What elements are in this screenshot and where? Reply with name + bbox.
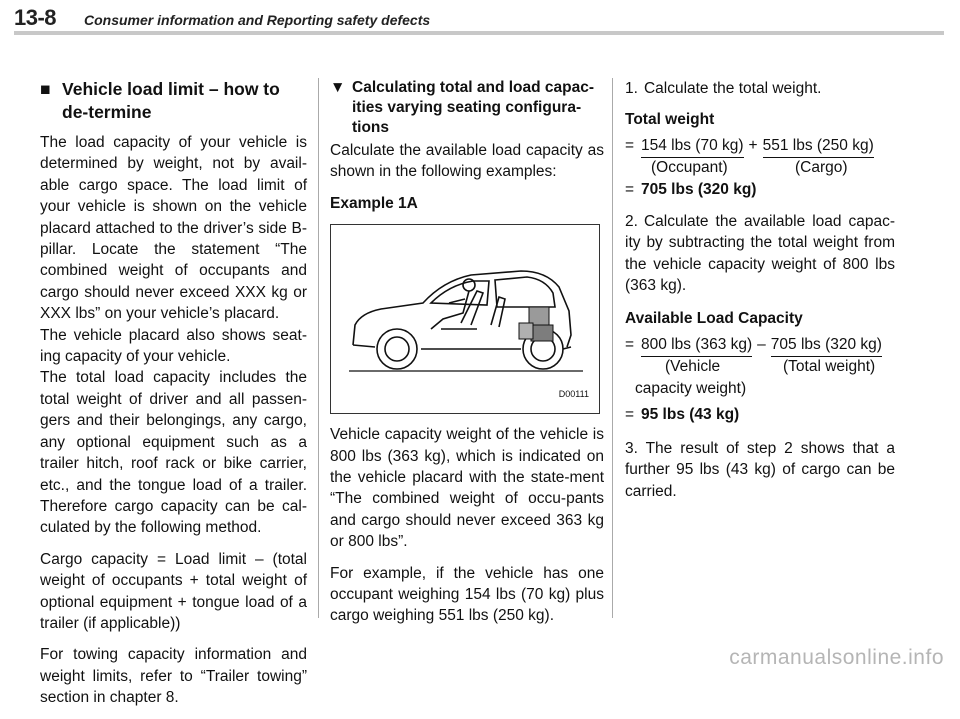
paragraph: For towing capacity information and weight limits, refer to “Trailer towing” section in chapter 8. [40, 646, 307, 707]
total-weight-label: Total weight [625, 111, 715, 129]
square-bullet-icon: ■ [40, 79, 51, 99]
column-1 [40, 78, 307, 719]
available-capacity-result: 95 lbs (43 kg) [641, 405, 740, 423]
equals-sign: = [625, 405, 635, 423]
vehicle-capacity-weight: 800 lbs (363 kg) [641, 334, 752, 357]
example-label: Example 1A [330, 194, 418, 212]
step-text: Calculate the available load capac-ity by subtracting the total weight from the vehicle capacity weight of 800 lbs (363 kg). [625, 212, 895, 295]
equals-sign: = [625, 180, 635, 198]
figure-code: D00111 [558, 388, 589, 399]
subsection-heading-calculating [330, 78, 604, 138]
section-heading-load-limit [40, 78, 307, 124]
column-divider [318, 78, 319, 618]
section-title: Consumer information and Reporting safety defects [84, 12, 431, 28]
paragraph: Vehicle capacity weight of the vehicle is 800 lbs (363 kg), which is indicated on the vehicle placard with the state-ment “The combined weight of occu-pants and cargo should never exceed 363 kg or 800 lbs”. [330, 426, 604, 551]
column-divider [612, 78, 613, 618]
equation-total [625, 135, 895, 157]
paragraph: 3. The result of step 2 shows that a further 95 lbs (43 kg) of cargo can be carried. [625, 439, 895, 500]
cargo-caption: (Cargo) [795, 158, 848, 176]
equation-captions [625, 356, 895, 378]
paragraph: The total load capacity includes the total weight of driver and all passen-gers and their belongings, any cargo, any optional equipment such as a trailer hitch, roof rack or bike carrier, etc., and the tongue load of a trailer. Therefore cargo capacity can be cal-culated by the following method. [40, 369, 307, 537]
step-1 [625, 78, 895, 99]
step-text: Calculate the total weight. [643, 80, 822, 97]
available-capacity-label: Available Load Capacity [625, 310, 803, 328]
watermark: carmanualsonline.info [729, 646, 944, 669]
triangle-bullet-icon: ▼ [330, 79, 346, 96]
total-weight-result: 705 lbs (320 kg) [641, 180, 757, 198]
equation-captions-line2 [625, 378, 895, 400]
equals-sign: = [625, 335, 635, 353]
page-number: 13-8 [14, 5, 57, 30]
heading-text: Calculating total and load capac-ities varying seating configura-tions [352, 79, 595, 136]
equation-total-result [625, 179, 895, 201]
total-weight-value: 705 lbs (320 kg) [771, 334, 882, 357]
paragraph: The vehicle placard also shows seat-ing capacity of your vehicle. [40, 326, 307, 366]
equation-available [625, 334, 895, 356]
step-2 [625, 211, 895, 297]
step-number: 1. [625, 80, 638, 97]
step-number: 2. [625, 212, 638, 230]
column-3 [625, 78, 895, 512]
occupant-weight: 154 lbs (70 kg) [641, 135, 744, 158]
vehicle-caption: (Vehicle [665, 357, 721, 375]
column-2 [330, 78, 604, 637]
paragraph: For example, if the vehicle has one occupant weighing 154 lbs (70 kg) plus cargo weighing 551 lbs (250 kg). [330, 564, 604, 625]
paragraph: The load capacity of your vehicle is determined by weight, not by avail-able cargo space. The load limit of your vehicle is shown on the vehicle placard attached to the driver’s side B-pillar. Locate the statement “The combined weight of occupants and cargo should never exceed XXX kg or XXX lbs” on your vehicle’s placard. [40, 134, 307, 323]
heading-text: Vehicle load limit – how to de-termine [62, 79, 280, 122]
total-weight-caption: (Total weight) [783, 357, 876, 375]
capacity-weight-caption: capacity weight) [635, 379, 747, 397]
occupant-caption: (Occupant) [651, 158, 728, 176]
paragraph: Calculate the available load capacity as shown in the following examples: [330, 142, 604, 181]
equation-captions [625, 157, 895, 179]
paragraph: Cargo capacity = Load limit – (total weight of occupants + total weight of optional equipment + tongue load of a trailer (if applicable)) [40, 550, 307, 632]
header-rule [14, 31, 944, 35]
page-header [14, 5, 944, 33]
operator: + [748, 136, 758, 154]
equals-sign: = [625, 136, 635, 154]
operator: – [757, 335, 766, 353]
equation-available-result [625, 404, 895, 426]
cargo-weight: 551 lbs (250 kg) [763, 135, 874, 158]
vehicle-load-figure [330, 224, 600, 414]
